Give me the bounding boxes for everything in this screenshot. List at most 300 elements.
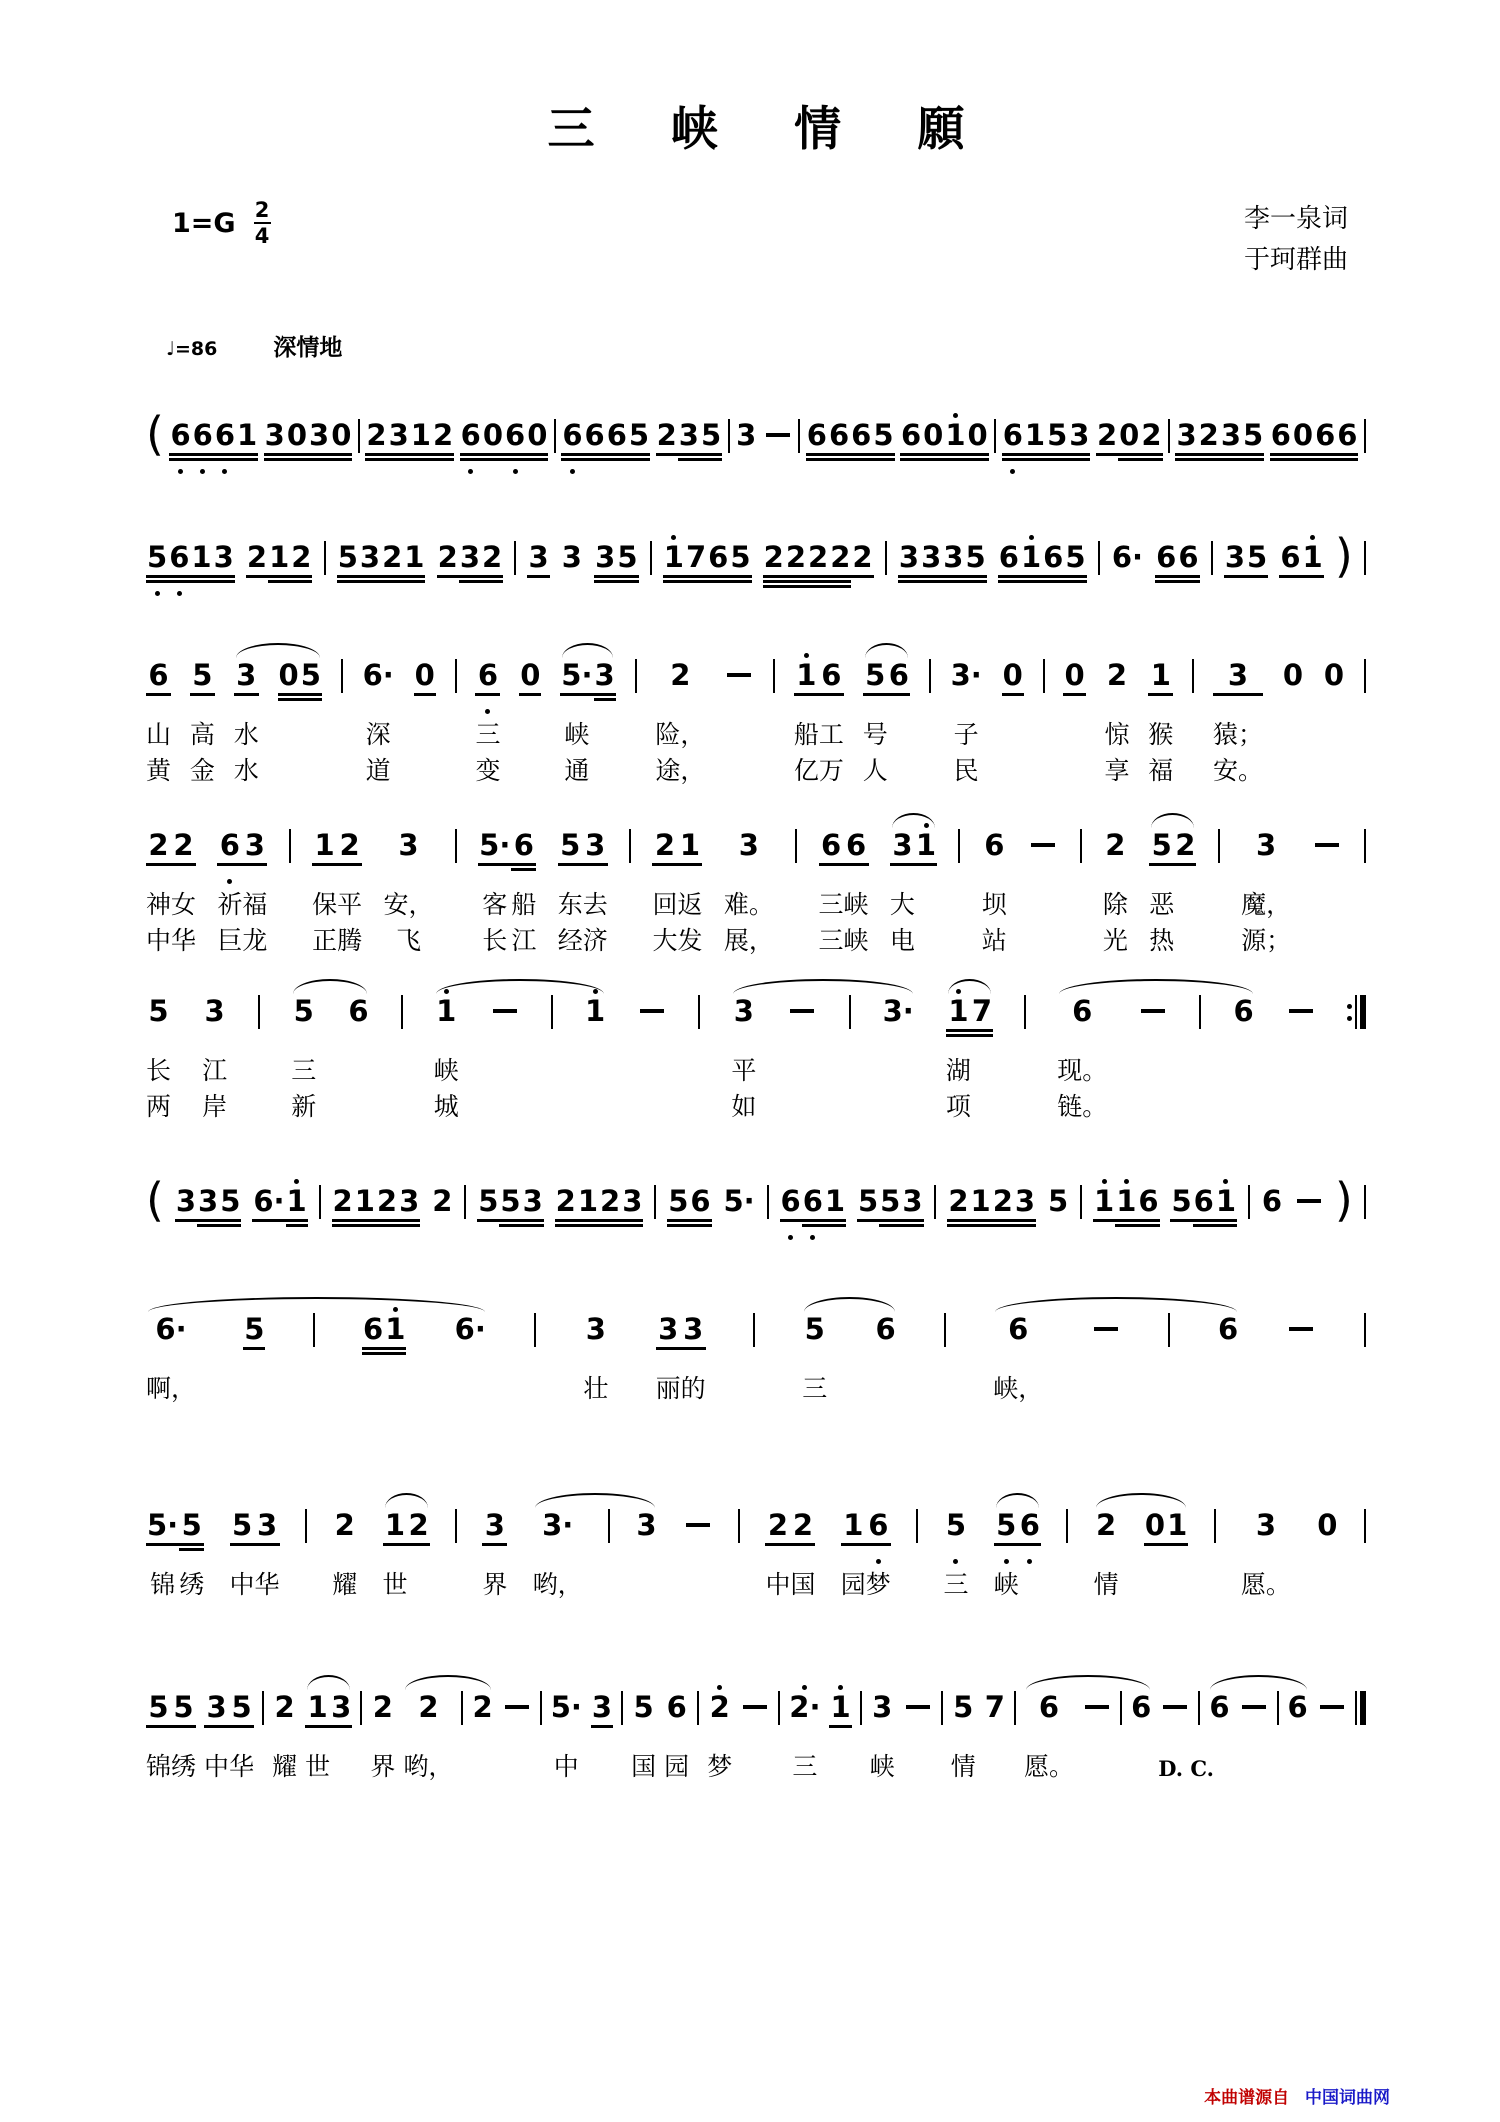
note-digit: 6 [900, 420, 922, 466]
lyric-syllable: 中 [765, 1570, 791, 1599]
barline [514, 541, 516, 575]
notation-system-3 [146, 648, 1366, 790]
note-group [583, 1302, 608, 1408]
note-digit: 2 [246, 542, 268, 588]
lyric-syllable: 保 [312, 890, 338, 919]
barline [1168, 419, 1170, 453]
duration-dash [1312, 829, 1342, 860]
octave-dot-below [468, 469, 473, 474]
note [1118, 408, 1140, 478]
barline [773, 659, 775, 693]
note-group [841, 1498, 891, 1604]
note-digit: 3 [330, 1692, 352, 1738]
note-digit: 3 [1014, 1186, 1036, 1232]
note [192, 408, 214, 478]
note-digit: 2 [1096, 1508, 1117, 1542]
barline [305, 1509, 307, 1543]
lyric-syllable: 正 [312, 926, 338, 955]
note-digit: 2 [274, 1690, 295, 1724]
note-group [707, 1680, 732, 1786]
open-paren: ( [146, 407, 164, 461]
note [882, 984, 915, 1126]
note-group [243, 1302, 265, 1408]
note-group [1057, 984, 1107, 1126]
note-digit: 3 [204, 994, 225, 1028]
barline [994, 419, 996, 453]
barline [728, 419, 730, 453]
note-digit: 1 [794, 660, 819, 706]
note [460, 408, 482, 478]
note-group [794, 648, 844, 790]
barline [358, 419, 360, 453]
note-group [434, 984, 459, 1126]
note [901, 1174, 923, 1244]
lyric-syllable: 三 [818, 890, 844, 919]
duration-dash [1239, 1691, 1269, 1722]
lyric-syllable: 园 [664, 1752, 690, 1781]
note-group [994, 1498, 1041, 1604]
note [286, 408, 308, 478]
note-group [656, 408, 723, 478]
lyric-syllable: 巨 [217, 926, 243, 955]
dash-line [766, 433, 790, 437]
lyric-syllable: 中 [146, 926, 172, 955]
note [1246, 530, 1268, 600]
note-group [234, 648, 259, 790]
note-group [1148, 648, 1173, 790]
note [550, 1680, 583, 1786]
barline [289, 829, 291, 863]
note-group [875, 1302, 897, 1408]
barline [551, 995, 553, 1029]
note-digit: 1 [824, 1186, 846, 1232]
note [1063, 648, 1085, 790]
note-group [1093, 1174, 1160, 1244]
note-digit: 3 [234, 660, 259, 706]
note-group [278, 648, 322, 790]
lyric-syllable: 华 [229, 1752, 255, 1781]
lyric-syllable: 岸 [202, 1092, 228, 1121]
lyric-syllable: 华 [254, 1570, 280, 1599]
lyric-syllable: 园 [840, 1570, 866, 1599]
note-digit: 2 [807, 542, 829, 588]
note-digit: 6 [1137, 1186, 1159, 1232]
barline [554, 419, 556, 453]
note-group [337, 530, 426, 600]
note-digit: 1 [1215, 1186, 1237, 1232]
note-group [655, 648, 705, 790]
barline [654, 1185, 656, 1219]
note-digit: 2 [1174, 830, 1196, 876]
note [970, 1174, 992, 1244]
octave-dot-below [155, 591, 160, 596]
note [1144, 1498, 1166, 1604]
note-digit: 2 [290, 542, 312, 588]
note-group [829, 1680, 851, 1786]
thin-bar [1355, 995, 1357, 1029]
note-group [947, 1174, 1036, 1244]
lyric-syllable: 世 [382, 1570, 408, 1599]
note [1213, 648, 1263, 790]
lyric-syllable: 猴 [1148, 720, 1174, 749]
note [724, 818, 774, 960]
note-digit: 5 [230, 1510, 255, 1556]
duration-dash [490, 995, 520, 1026]
note [300, 648, 322, 790]
note-group [347, 984, 369, 1126]
note-digit: 5 [477, 1186, 499, 1232]
dash-line [686, 1523, 710, 1527]
dash-line [1297, 1199, 1321, 1203]
note-digit: 6 [828, 420, 850, 466]
dash-line [640, 1009, 664, 1013]
barline [360, 1691, 362, 1725]
note-digit: 2 [765, 1510, 790, 1556]
note [383, 1498, 408, 1604]
note-digit: 2 [1140, 420, 1162, 466]
lyric-syllable: 愿。 [1024, 1752, 1075, 1781]
key-signature [172, 199, 271, 247]
note-digit: 2 [432, 420, 454, 466]
note-group [1241, 818, 1291, 960]
note-digit: 3 [197, 1186, 219, 1232]
note [992, 1174, 1014, 1244]
barline [455, 659, 457, 693]
note-digit: 6· [454, 1312, 486, 1346]
note [213, 530, 235, 600]
note [951, 1680, 976, 1786]
note-digit: 5 [863, 660, 888, 706]
lyric-syllable: 金 [189, 756, 215, 785]
lyric-syllable: 如 [731, 1092, 757, 1121]
note-digit: 3 [242, 830, 267, 876]
note-digit: 0 [526, 420, 548, 466]
note-group [230, 1498, 280, 1604]
note [850, 408, 872, 478]
lyric-syllable: 梦 [707, 1752, 733, 1781]
note-group [478, 818, 536, 960]
note [1111, 530, 1144, 600]
note [481, 530, 503, 600]
note-digit: 0 [519, 660, 541, 706]
quarter-note-icon: ♩ [166, 338, 175, 360]
lyric-syllable: 号 [862, 720, 888, 749]
note-digit: 5 [1242, 420, 1264, 466]
note-digit: 6 [984, 828, 1005, 862]
note-digit: 1 [663, 542, 685, 588]
note [819, 818, 844, 960]
note-digit: 6 [169, 420, 191, 466]
note-digit: 3· [950, 658, 982, 692]
note [621, 1174, 643, 1244]
duration-dash [1091, 1313, 1121, 1344]
note-digit: 7 [971, 996, 993, 1042]
footer-source-site-link[interactable]: 中国词曲网 [1305, 2088, 1390, 2108]
note-digit: 3 [459, 542, 481, 588]
barline [324, 541, 326, 575]
note [242, 818, 267, 960]
lyric-syllable: 子 [953, 720, 979, 749]
dash-line [1242, 1705, 1266, 1709]
note-digit: 6 [606, 420, 628, 466]
lyric-syllable: 耀 [332, 1570, 358, 1599]
note [652, 818, 677, 960]
lyric-syllable: 哟， [532, 1570, 583, 1599]
note [255, 1498, 280, 1604]
note [841, 1498, 866, 1604]
note-group [652, 818, 702, 960]
note [171, 1680, 196, 1786]
note-digit: 2 [381, 542, 403, 588]
note-digit: 5 [146, 542, 168, 588]
note [332, 1498, 357, 1604]
dash-line [505, 1705, 529, 1709]
note-digit: 3 [359, 542, 381, 588]
note [434, 984, 459, 1126]
note [664, 1680, 689, 1786]
lyric-syllable: 三 [291, 1056, 317, 1085]
note-digit: 0 [967, 420, 989, 466]
note-digit: 6 [802, 1186, 824, 1232]
note [437, 530, 459, 600]
note-digit: 1 [946, 996, 971, 1042]
note-digit: 3· [882, 994, 914, 1028]
note-group [1233, 984, 1255, 1126]
note-digit: 6 [192, 420, 214, 466]
lyric-syllable: 深 [365, 720, 391, 749]
barline [929, 659, 931, 693]
note-digit: 6· [155, 1312, 187, 1346]
lyric-syllable: 女 [171, 890, 197, 919]
note-group [765, 1498, 815, 1604]
note [942, 530, 964, 600]
time-signature [254, 199, 271, 247]
barline [461, 1691, 463, 1725]
note-group [870, 1680, 895, 1786]
note-group [984, 1680, 1006, 1786]
lyric-syllable: 飞 [395, 926, 421, 955]
lyric-syllable: 愿。 [1240, 1570, 1291, 1599]
note-digit: 6 [1336, 420, 1358, 466]
note-digit: 7 [984, 1690, 1005, 1724]
note-group [993, 1302, 1043, 1408]
note [365, 408, 387, 478]
note [628, 408, 650, 478]
note-digit: 5 [1048, 1184, 1069, 1218]
note [499, 1174, 521, 1244]
duration-dash [1028, 829, 1058, 860]
expression-marking: 深情地 [273, 335, 343, 361]
note-digit: 0 [286, 420, 308, 466]
note-digit: 3 [898, 542, 920, 588]
note [944, 408, 966, 478]
note-digit: 0 [922, 420, 944, 466]
note-digit: 6 [168, 542, 190, 588]
note [707, 1680, 732, 1786]
barline [934, 1185, 936, 1219]
note-group [667, 1174, 711, 1244]
note-group [550, 1680, 583, 1786]
notation-system-9 [146, 1680, 1366, 1786]
note-digit: 3 [621, 1186, 643, 1232]
barline [262, 1691, 264, 1725]
duration-dash [903, 1691, 933, 1722]
note [898, 530, 920, 600]
note [1292, 408, 1314, 478]
lyric-syllable: 链。 [1057, 1092, 1108, 1121]
note [788, 1680, 821, 1786]
barline [697, 1691, 699, 1725]
note [1224, 530, 1246, 600]
note-digit: 2 [334, 1508, 355, 1542]
duration-dash [1286, 1313, 1316, 1344]
note-group [1094, 1498, 1119, 1604]
thick-bar [1360, 1691, 1366, 1725]
note-group [1024, 1680, 1074, 1786]
lyric-syllable: 情 [950, 1752, 976, 1781]
note-group [146, 1680, 196, 1786]
note-group [175, 1174, 242, 1244]
note-digit: 5 [1149, 830, 1174, 876]
lyric-syllable: 龙 [242, 926, 268, 955]
duration-dash [1082, 1691, 1112, 1722]
note [403, 530, 425, 600]
note-digit: 6 [1002, 420, 1024, 466]
note-group [146, 1498, 204, 1604]
note-digit: 6 [348, 994, 369, 1028]
note-digit: 5· [550, 1690, 582, 1724]
barline [944, 1313, 946, 1347]
note [1042, 530, 1064, 600]
lyric-syllable: 哟， [403, 1752, 454, 1781]
note-digit: 0 [278, 660, 300, 706]
note [1137, 1174, 1159, 1244]
note [169, 408, 191, 478]
note [1002, 648, 1024, 790]
lyric-syllable: 热 [1149, 926, 1175, 955]
note-digit: 5 [667, 1186, 689, 1232]
lyric-syllable: 去 [582, 890, 608, 919]
note-group [1282, 648, 1304, 790]
lyric-syllable: 返 [677, 890, 703, 919]
note-digit: 2 [365, 420, 387, 466]
lyric-syllable: 黄 [146, 756, 172, 785]
note-digit: 3 [308, 420, 330, 466]
note-digit: 3 [527, 542, 549, 588]
note-digit: 2 [337, 830, 362, 876]
note [656, 408, 678, 478]
note-digit: 0 [414, 660, 436, 706]
note-group [802, 1302, 827, 1408]
note [794, 648, 819, 790]
note-group [217, 818, 267, 960]
thin-bar [1355, 1691, 1357, 1725]
note-digit: 1 [312, 830, 337, 876]
note-group [1316, 1498, 1338, 1604]
note-group [146, 818, 196, 960]
note-digit: 3 [1175, 420, 1197, 466]
note [1047, 1174, 1069, 1244]
note [431, 1174, 453, 1244]
note-digit: 5· [146, 1510, 179, 1556]
note-digit: 6 [1177, 542, 1199, 588]
octave-dot-below-slot [178, 466, 183, 478]
note [243, 1302, 265, 1408]
note-group [1144, 1498, 1188, 1604]
note-digit: 6 [475, 660, 500, 706]
note-digit: 1 [915, 830, 937, 876]
note-group [519, 648, 541, 790]
lyric-syllable: 中 [204, 1752, 230, 1781]
note-group [780, 1174, 847, 1244]
note [204, 1680, 229, 1786]
note [219, 1174, 241, 1244]
lyric-syllable: 客 [482, 890, 508, 919]
note-digit: 6· [1111, 540, 1144, 574]
note-digit: 2 [472, 1690, 493, 1724]
note [236, 408, 258, 478]
barline [1192, 659, 1194, 693]
note [359, 530, 381, 600]
note-digit: 2 [481, 542, 503, 588]
note [780, 1174, 802, 1244]
lyric-syllable: 三 [792, 1752, 818, 1781]
barline [753, 1313, 755, 1347]
dash-line [790, 1009, 814, 1013]
note [286, 1174, 308, 1244]
lyric-syllable: 的 [680, 1374, 706, 1403]
note-group [1149, 818, 1196, 960]
note [1174, 818, 1196, 960]
note-digit: 2 [656, 420, 678, 466]
note-digit: 6 [866, 1510, 891, 1556]
lyric-syllable: 情 [1093, 1570, 1119, 1599]
note [890, 818, 915, 960]
octave-dot-below [513, 469, 518, 474]
note [347, 984, 369, 1126]
note [1175, 408, 1197, 478]
note-group [291, 984, 316, 1126]
note-digit: 2 [437, 542, 459, 588]
note-digit: 6 [689, 1186, 711, 1232]
note [408, 1498, 430, 1604]
note [971, 984, 993, 1126]
note-digit: 3 [736, 418, 757, 452]
lyric-syllable: 峡 [564, 720, 590, 749]
note-digit: 3 [388, 420, 410, 466]
dash-line [1031, 843, 1055, 847]
note-digit: 5· [478, 830, 511, 876]
note-digit: 1 [829, 1692, 851, 1738]
note [583, 818, 608, 960]
note [354, 1174, 376, 1244]
dash-line [1085, 1705, 1109, 1709]
note [1220, 408, 1242, 478]
note-digit: 5 [190, 660, 215, 706]
note-digit: 3 [1256, 828, 1277, 862]
octave-dot-below [788, 1235, 793, 1240]
note-group [471, 1680, 493, 1786]
note-digit: 0 [1317, 1508, 1338, 1542]
repeat-dot [1347, 1004, 1352, 1009]
note [1149, 818, 1174, 960]
barline [258, 995, 260, 1029]
note-digit: 5 [300, 660, 322, 706]
note-digit: 2 [376, 1186, 398, 1232]
lyric-syllable: 三 [818, 926, 844, 955]
note [527, 530, 549, 600]
dash-line [493, 1009, 517, 1013]
